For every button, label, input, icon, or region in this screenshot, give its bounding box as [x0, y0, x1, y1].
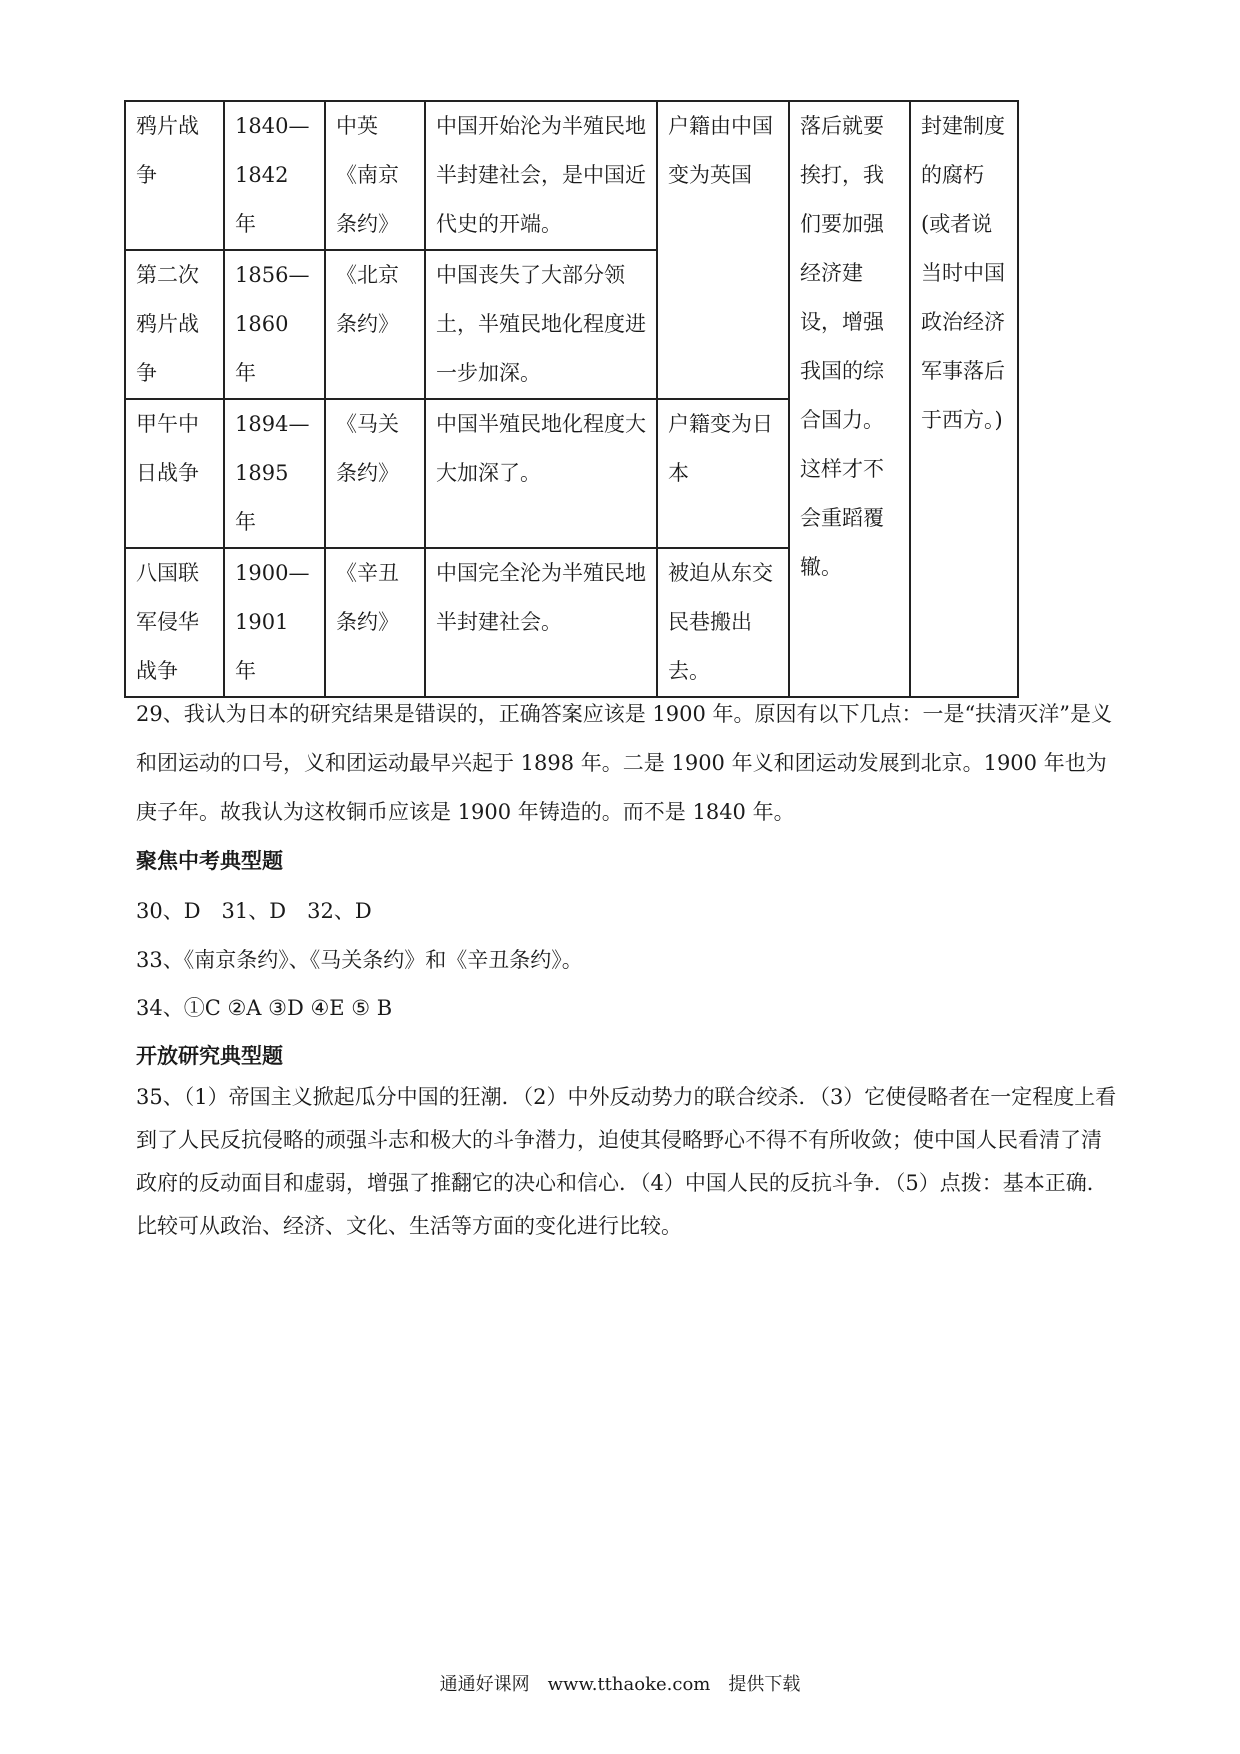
- war-name-cell: 鸦片战争: [125, 101, 224, 250]
- answer-34: 34、①C ②A ③D ④E ⑤ B: [136, 996, 393, 1020]
- war-years-cell: 1900—1901 年: [224, 548, 325, 697]
- impact-cell: 中国丧失了大部分领土，半殖民地化程度进一步加深。: [425, 250, 657, 399]
- page-footer: 通通好课网 www.tthaoke.com 提供下载: [439, 1674, 801, 1695]
- household-cell: 户籍变为日本: [657, 399, 789, 548]
- treaty-cell: 《北京条约》: [325, 250, 425, 399]
- cause-cell: 封建制度的腐朽(或者说当时中国政治经济军事落后于西方。): [910, 101, 1018, 697]
- impact-cell: 中国完全沦为半殖民地半封建社会。: [425, 548, 657, 697]
- household-cell: 户籍由中国变为英国: [657, 101, 789, 399]
- war-summary-table: [124, 100, 1019, 698]
- war-years-cell: 1856—1860 年: [224, 250, 325, 399]
- answer-29-paragraph: 29、我认为日本的研究结果是错误的，正确答案应该是 1900 年。原因有以下几点：一是“扶清灭洋”是义和团运动的口号，义和团运动最早兴起于 1898 年。二是 1900 年义和团运动发展到北京。1900 年也为庚子年。故我认为这枚铜币应该是 1900 年铸造的。而不是 1840 年。: [136, 702, 1112, 824]
- table-row: [125, 101, 1018, 250]
- treaty-cell: 中英《南京条约》: [325, 101, 425, 250]
- war-name-cell: 甲午中日战争: [125, 399, 224, 548]
- lesson-cell: 落后就要挨打，我们要加强经济建设，增强我国的综合国力。这样才不会重蹈覆辙。: [789, 101, 910, 697]
- answer-35-paragraph: 35、（1）帝国主义掀起瓜分中国的狂潮．（2）中外反动势力的联合绞杀．（3）它使侵略者在一定程度上看到了人民反抗侵略的顽强斗志和极大的斗争潜力，迫使其侵略野心不得不有所收敛；使中国人民看清了清政府的反动面目和虚弱，增强了推翻它的决心和信心．（4）中国人民的反抗斗争．（5）点拨：基本正确．比较可从政治、经济、文化、生活等方面的变化进行比较。: [136, 1085, 1117, 1238]
- war-name-cell: 八国联军侵华战争: [125, 548, 224, 697]
- war-years-cell: 1894—1895 年: [224, 399, 325, 548]
- answer-30-32: 30、D 31、D 32、D: [136, 899, 372, 923]
- impact-cell: 中国开始沦为半殖民地半封建社会，是中国近代史的开端。: [425, 101, 657, 250]
- war-name-cell: 第二次鸦片战争: [125, 250, 224, 399]
- treaty-cell: 《马关条约》: [325, 399, 425, 548]
- treaty-cell: 《辛丑条约》: [325, 548, 425, 697]
- impact-cell: 中国半殖民地化程度大大加深了。: [425, 399, 657, 548]
- answer-33: 33、《南京条约》、《马关条约》和《辛丑条约》。: [136, 948, 583, 972]
- section-heading-open: 开放研究典型题: [136, 1043, 283, 1068]
- household-cell: 被迫从东交民巷搬出去。: [657, 548, 789, 697]
- war-years-cell: 1840—1842 年: [224, 101, 325, 250]
- section-heading-focus: 聚焦中考典型题: [136, 848, 283, 873]
